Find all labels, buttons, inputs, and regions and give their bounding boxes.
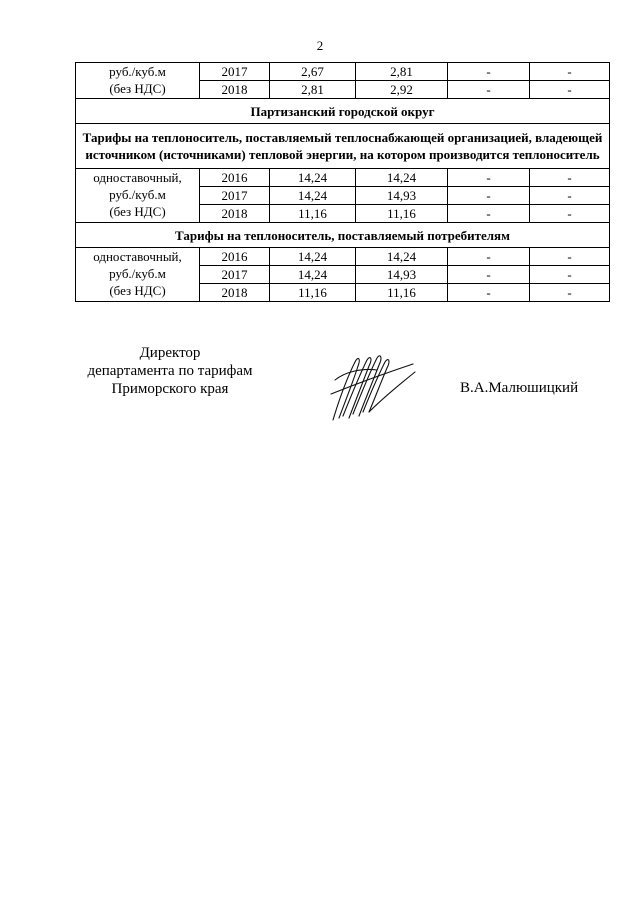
year-cell: 2018 — [200, 284, 270, 302]
value-cell: 14,24 — [270, 187, 356, 205]
value-cell: 2,67 — [270, 63, 356, 81]
signer-position: Директор департамента по тарифам Приморского края — [87, 345, 253, 397]
handwritten-signature-icon — [325, 350, 420, 425]
section-title: Тарифы на теплоноситель, поставляемый теплоснабжающей организацией, владеющей источником (источниками) тепловой энергии, на котором производится теплоноситель — [76, 124, 610, 169]
year-cell: 2017 — [200, 187, 270, 205]
value-cell: 14,93 — [356, 266, 448, 284]
table-row — [76, 169, 610, 187]
value-cell: 11,16 — [356, 205, 448, 223]
value-cell: 11,16 — [356, 284, 448, 302]
value-cell: - — [448, 169, 530, 187]
value-cell: - — [448, 187, 530, 205]
value-cell: - — [448, 284, 530, 302]
year-cell: 2018 — [200, 81, 270, 99]
page-number: 2 — [316, 38, 324, 53]
unit-cell: одноставочный, руб./куб.м (без НДС) — [76, 248, 200, 302]
value-cell: - — [448, 248, 530, 266]
value-cell: - — [448, 205, 530, 223]
value-cell: - — [530, 266, 610, 284]
value-cell: - — [530, 205, 610, 223]
unit-cell: одноставочный, руб./куб.м (без НДС) — [76, 169, 200, 223]
value-cell: - — [530, 187, 610, 205]
value-cell: - — [448, 81, 530, 99]
value-cell: 14,24 — [270, 169, 356, 187]
year-cell: 2016 — [200, 169, 270, 187]
value-cell: 2,81 — [356, 63, 448, 81]
value-cell: - — [530, 284, 610, 302]
value-cell: 14,24 — [356, 169, 448, 187]
value-cell: 11,16 — [270, 284, 356, 302]
table-row — [76, 248, 610, 266]
region-title: Партизанский городской округ — [76, 99, 610, 124]
year-cell: 2017 — [200, 63, 270, 81]
year-cell: 2017 — [200, 266, 270, 284]
value-cell: 14,24 — [270, 266, 356, 284]
value-cell: - — [530, 169, 610, 187]
value-cell: 14,24 — [270, 248, 356, 266]
value-cell: 14,24 — [356, 248, 448, 266]
tariff-table — [75, 62, 610, 302]
value-cell: - — [448, 63, 530, 81]
value-cell: - — [530, 81, 610, 99]
value-cell: - — [530, 248, 610, 266]
year-cell: 2018 — [200, 205, 270, 223]
unit-cell: руб./куб.м (без НДС) — [76, 63, 200, 99]
value-cell: 2,92 — [356, 81, 448, 99]
value-cell: - — [530, 63, 610, 81]
value-cell: 2,81 — [270, 81, 356, 99]
signer-name: В.А.Малюшицкий — [460, 380, 579, 396]
section-title: Тарифы на теплоноситель, поставляемый потребителям — [76, 223, 610, 248]
value-cell: 14,93 — [356, 187, 448, 205]
table-row — [76, 63, 610, 81]
value-cell: 11,16 — [270, 205, 356, 223]
value-cell: - — [448, 266, 530, 284]
year-cell: 2016 — [200, 248, 270, 266]
